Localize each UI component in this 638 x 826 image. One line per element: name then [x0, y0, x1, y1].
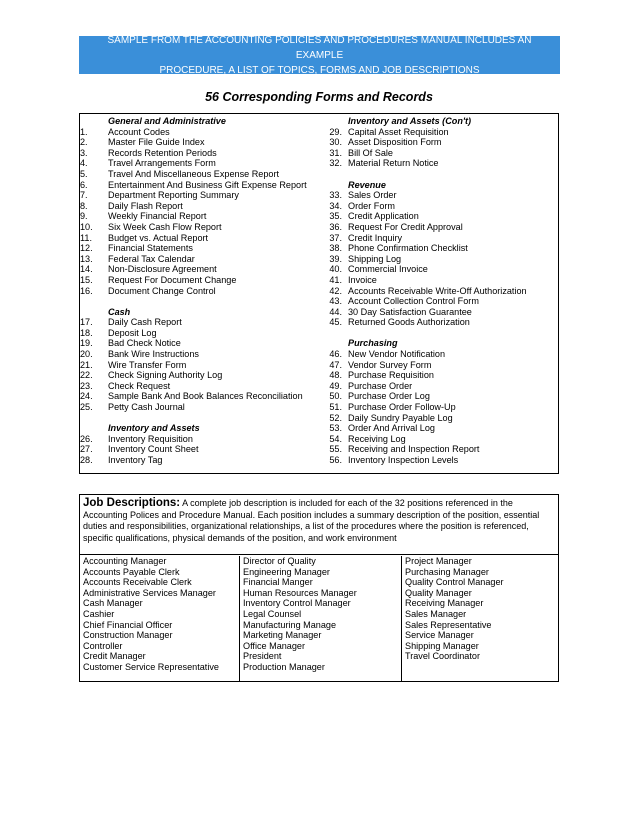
form-number: 31.	[329, 147, 342, 158]
form-name: Wire Transfer Form	[108, 359, 187, 370]
form-list-item	[320, 127, 560, 138]
form-list-item	[320, 243, 560, 254]
form-number: 4.	[80, 158, 88, 169]
form-number: 49.	[329, 380, 342, 391]
form-name: Receiving and Inspection Report	[348, 444, 480, 455]
form-name: Vendor Survey Form	[348, 359, 432, 370]
form-list-item	[80, 264, 320, 275]
header-banner	[79, 36, 560, 74]
spacer	[80, 296, 320, 307]
form-number: 36.	[329, 221, 342, 232]
job-position: Accounts Payable Clerk	[83, 566, 180, 577]
form-list-item	[80, 243, 320, 254]
form-name: Entertainment And Business Gift Expense Report	[108, 179, 307, 190]
form-list-item	[320, 391, 560, 402]
job-positions-column-2	[240, 556, 402, 681]
form-name: Bank Wire Instructions	[108, 349, 199, 360]
form-number: 29.	[329, 126, 342, 137]
form-list-item	[80, 190, 320, 201]
job-position: Financial Manger	[243, 577, 313, 588]
form-name: Returned Goods Authorization	[348, 317, 470, 328]
section-heading: Revenue	[348, 179, 386, 190]
form-name: Inventory Count Sheet	[108, 444, 199, 455]
section-heading: Cash	[108, 306, 131, 317]
forms-left-column	[80, 116, 320, 466]
form-number: 47.	[329, 359, 342, 370]
form-name: Phone Confirmation Checklist	[348, 243, 468, 254]
form-name: Department Reporting Summary	[108, 190, 239, 201]
form-number: 21.	[80, 359, 93, 370]
form-list-item	[80, 211, 320, 222]
job-position: Human Resources Manager	[243, 587, 357, 598]
job-position: Customer Service Representative	[83, 661, 219, 672]
form-number: 38.	[329, 243, 342, 254]
form-number: 24.	[80, 391, 93, 402]
form-number: 14.	[80, 264, 93, 275]
form-number: 23.	[80, 380, 93, 391]
form-name: Asset Disposition Form	[348, 137, 442, 148]
form-name: Purchase Order Log	[348, 391, 430, 402]
form-name: Bad Check Notice	[108, 338, 181, 349]
form-list-item	[320, 222, 560, 233]
form-name: Document Change Control	[108, 285, 216, 296]
form-number: 19.	[80, 338, 93, 349]
form-name: New Vendor Notification	[348, 349, 446, 360]
banner-line-2: PROCEDURE, A LIST OF TOPICS, FORMS AND JOB DESCRIPTIONS	[159, 64, 480, 76]
spacer	[320, 328, 560, 339]
form-number: 32.	[329, 158, 342, 169]
form-list-item	[320, 381, 560, 392]
form-list-item	[320, 296, 560, 307]
form-name: Account Collection Control Form	[348, 296, 479, 307]
job-position: Service Manager	[405, 630, 474, 641]
form-list-item	[320, 455, 560, 466]
form-name: Daily Cash Report	[108, 317, 182, 328]
form-number: 43.	[329, 296, 342, 307]
job-position: Office Manager	[243, 640, 306, 651]
form-name: Invoice	[348, 274, 377, 285]
job-position: Inventory Control Manager	[243, 598, 351, 609]
job-position: Engineering Manager	[243, 566, 330, 577]
forms-title: 56 Corresponding Forms and Records	[205, 90, 433, 104]
form-name: Records Retention Periods	[108, 147, 217, 158]
job-position: Project Manager	[405, 556, 472, 566]
form-name: Inventory Requisition	[108, 433, 193, 444]
form-name: Sales Order	[348, 190, 397, 201]
job-position: Production Manager	[243, 661, 325, 672]
form-number: 30.	[329, 137, 342, 148]
form-number: 10.	[80, 221, 93, 232]
form-list-item	[320, 360, 560, 371]
form-list-item	[80, 391, 320, 402]
job-descriptions-box	[79, 494, 559, 682]
form-number: 7.	[80, 190, 88, 201]
form-number: 25.	[80, 402, 93, 413]
form-name: Accounts Receivable Write-Off Authorization	[348, 285, 527, 296]
form-number: 13.	[80, 253, 93, 264]
form-list-item	[80, 317, 320, 328]
form-list-item	[80, 148, 320, 159]
form-name: Request For Credit Approval	[348, 221, 463, 232]
form-list-item	[320, 233, 560, 244]
job-position: Sales Manager	[405, 608, 467, 619]
form-name: Inventory Inspection Levels	[348, 455, 459, 465]
section-heading: Purchasing	[348, 338, 398, 349]
form-name: Daily Sundry Payable Log	[348, 412, 453, 423]
job-position: Receiving Manager	[405, 598, 484, 609]
form-number: 27.	[80, 444, 93, 455]
form-name: Order Form	[348, 200, 395, 211]
form-name: Purchase Order Follow-Up	[348, 402, 456, 413]
form-number: 50.	[329, 391, 342, 402]
form-list-item	[80, 381, 320, 392]
job-position: Controller	[83, 640, 123, 651]
form-list-item	[320, 190, 560, 201]
form-name: Purchase Requisition	[348, 370, 434, 381]
form-number: 2.	[80, 137, 88, 148]
job-position: Cashier	[83, 608, 115, 619]
form-name: Check Request	[108, 380, 171, 391]
banner-line-1: SAMPLE FROM THE ACCOUNTING POLICIES AND PROCEDURES MANUAL INCLUDES AN EXAMPLE	[107, 34, 532, 61]
form-list-item	[80, 169, 320, 180]
job-positions-column-3	[402, 556, 558, 681]
section-heading: Inventory and Assets (Con't)	[348, 116, 472, 126]
form-number: 22.	[80, 370, 93, 381]
job-positions-table	[80, 556, 558, 681]
job-position: Accounting Manager	[83, 556, 167, 566]
form-list-item	[320, 137, 560, 148]
form-number: 53.	[329, 423, 342, 434]
job-position: Shipping Manager	[405, 640, 479, 651]
form-list-item	[80, 328, 320, 339]
form-name: 30 Day Satisfaction Guarantee	[348, 306, 472, 317]
form-list-item	[80, 402, 320, 413]
form-number: 9.	[80, 211, 88, 222]
form-list-item	[80, 233, 320, 244]
job-position: Sales Representative	[405, 619, 492, 630]
form-name: Travel And Miscellaneous Expense Report	[108, 168, 280, 179]
form-name: Six Week Cash Flow Report	[108, 221, 222, 232]
form-number: 34.	[329, 200, 342, 211]
form-list-item	[80, 444, 320, 455]
form-name: Non-Disclosure Agreement	[108, 264, 217, 275]
form-list-item	[80, 349, 320, 360]
form-list-item	[80, 434, 320, 445]
form-list-item	[80, 275, 320, 286]
form-number: 6.	[80, 179, 88, 190]
form-list-item	[80, 137, 320, 148]
form-name: Purchase Order	[348, 380, 413, 391]
form-list-item	[80, 286, 320, 297]
form-name: Sample Bank And Book Balances Reconciliation	[108, 391, 303, 402]
form-list-item	[320, 211, 560, 222]
spacer	[320, 169, 560, 180]
form-name: Material Return Notice	[348, 158, 439, 169]
form-number: 35.	[329, 211, 342, 222]
form-list-item	[80, 370, 320, 381]
form-number: 54.	[329, 433, 342, 444]
job-position: Cash Manager	[83, 598, 143, 609]
form-number: 17.	[80, 317, 93, 328]
form-name: Bill Of Sale	[348, 147, 393, 158]
job-descriptions-title: Job Descriptions:	[83, 497, 181, 509]
form-number: 18.	[80, 327, 93, 338]
form-list-item	[80, 158, 320, 169]
job-position: Travel Coordinator	[405, 651, 480, 662]
form-number: 40.	[329, 264, 342, 275]
form-name: Daily Flash Report	[108, 200, 183, 211]
spacer	[80, 413, 320, 424]
form-number: 33.	[329, 190, 342, 201]
job-position: Chief Financial Officer	[83, 619, 173, 630]
form-number: 45.	[329, 317, 342, 328]
form-name: Capital Asset Requisition	[348, 126, 449, 137]
form-list-item	[320, 264, 560, 275]
form-number: 44.	[329, 306, 342, 317]
form-name: Petty Cash Journal	[108, 402, 185, 413]
form-list-item	[80, 338, 320, 349]
form-number: 16.	[80, 285, 93, 296]
form-number: 12.	[80, 243, 93, 254]
forms-list-box	[79, 113, 559, 474]
form-number: 15.	[80, 274, 93, 285]
form-number: 1.	[80, 126, 88, 137]
form-number: 8.	[80, 200, 88, 211]
form-list-item	[320, 444, 560, 455]
form-number: 41.	[329, 274, 342, 285]
form-list-item	[320, 286, 560, 297]
form-list-item	[80, 360, 320, 371]
job-position: Construction Manager	[83, 630, 173, 641]
job-position: Quality Manager	[405, 587, 472, 598]
form-name: Commercial Invoice	[348, 264, 428, 275]
forms-right-column	[320, 116, 560, 466]
form-list-item	[80, 254, 320, 265]
form-name: Request For Document Change	[108, 274, 237, 285]
form-list-item	[320, 349, 560, 360]
form-name: Shipping Log	[348, 253, 402, 264]
section-heading: General and Administrative	[108, 116, 226, 126]
form-number: 51.	[329, 402, 342, 413]
form-name: Receiving Log	[348, 433, 406, 444]
form-list-item	[320, 307, 560, 318]
form-number: 48.	[329, 370, 342, 381]
form-number: 46.	[329, 349, 342, 360]
form-name: Federal Tax Calendar	[108, 253, 195, 264]
form-list-item	[320, 370, 560, 381]
form-name: Budget vs. Actual Report	[108, 232, 209, 243]
job-position: Credit Manager	[83, 651, 146, 662]
form-number: 56.	[329, 455, 342, 465]
form-name: Master File Guide Index	[108, 137, 205, 148]
form-list-item	[320, 317, 560, 328]
form-number: 11.	[80, 232, 92, 243]
form-number: 26.	[80, 433, 93, 444]
job-position: Director of Quality	[243, 556, 316, 566]
section-heading: Inventory and Assets	[108, 423, 200, 434]
job-position: Manufacturing Manage	[243, 619, 337, 630]
form-list-item	[320, 254, 560, 265]
form-name: Inventory Tag	[108, 455, 163, 465]
form-list-item	[320, 158, 560, 169]
job-descriptions-intro	[80, 495, 558, 555]
form-list-item	[320, 201, 560, 212]
form-number: 37.	[329, 232, 342, 243]
form-list-item	[320, 434, 560, 445]
form-number: 55.	[329, 444, 342, 455]
job-position: Accounts Receivable Clerk	[83, 577, 192, 588]
form-list-item	[80, 455, 320, 466]
form-number: 52.	[329, 412, 342, 423]
form-number: 5.	[80, 168, 88, 179]
form-name: Order And Arrival Log	[348, 423, 435, 434]
form-list-item	[320, 275, 560, 286]
job-position: President	[243, 651, 282, 662]
form-list-item	[320, 413, 560, 424]
form-list-item	[80, 222, 320, 233]
job-position: Administrative Services Manager	[83, 587, 216, 598]
form-list-item	[320, 402, 560, 413]
form-name: Financial Statements	[108, 243, 193, 254]
job-position: Marketing Manager	[243, 630, 322, 641]
form-number: 20.	[80, 349, 93, 360]
form-name: Travel Arrangements Form	[108, 158, 216, 169]
job-position: Purchasing Manager	[405, 566, 489, 577]
form-number: 42.	[329, 285, 342, 296]
form-name: Weekly Financial Report	[108, 211, 207, 222]
job-position: Legal Counsel	[243, 608, 302, 619]
form-list-item	[80, 201, 320, 212]
form-list-item	[320, 148, 560, 159]
job-descriptions-text: A complete job description is included for each of the 32 positions referenced in the Accounting Polices and Procedure Manual. Each position includes a summary description of the position, essential duties and responsibilities, organizational relationships, a list of the procedures where the position is referenced, specific qualifications, physical demands of the position, and work environment	[83, 498, 540, 543]
form-number: 3.	[80, 147, 88, 158]
form-list-item	[80, 127, 320, 138]
form-name: Credit Inquiry	[348, 232, 403, 243]
form-name: Deposit Log	[108, 327, 157, 338]
form-list-item	[320, 423, 560, 434]
job-positions-column-1	[80, 556, 240, 681]
job-position: Quality Control Manager	[405, 577, 504, 588]
form-list-item	[80, 180, 320, 191]
form-number: 39.	[329, 253, 342, 264]
form-name: Credit Application	[348, 211, 419, 222]
form-name: Check Signing Authority Log	[108, 370, 223, 381]
form-name: Account Codes	[108, 126, 170, 137]
form-number: 28.	[80, 455, 93, 465]
